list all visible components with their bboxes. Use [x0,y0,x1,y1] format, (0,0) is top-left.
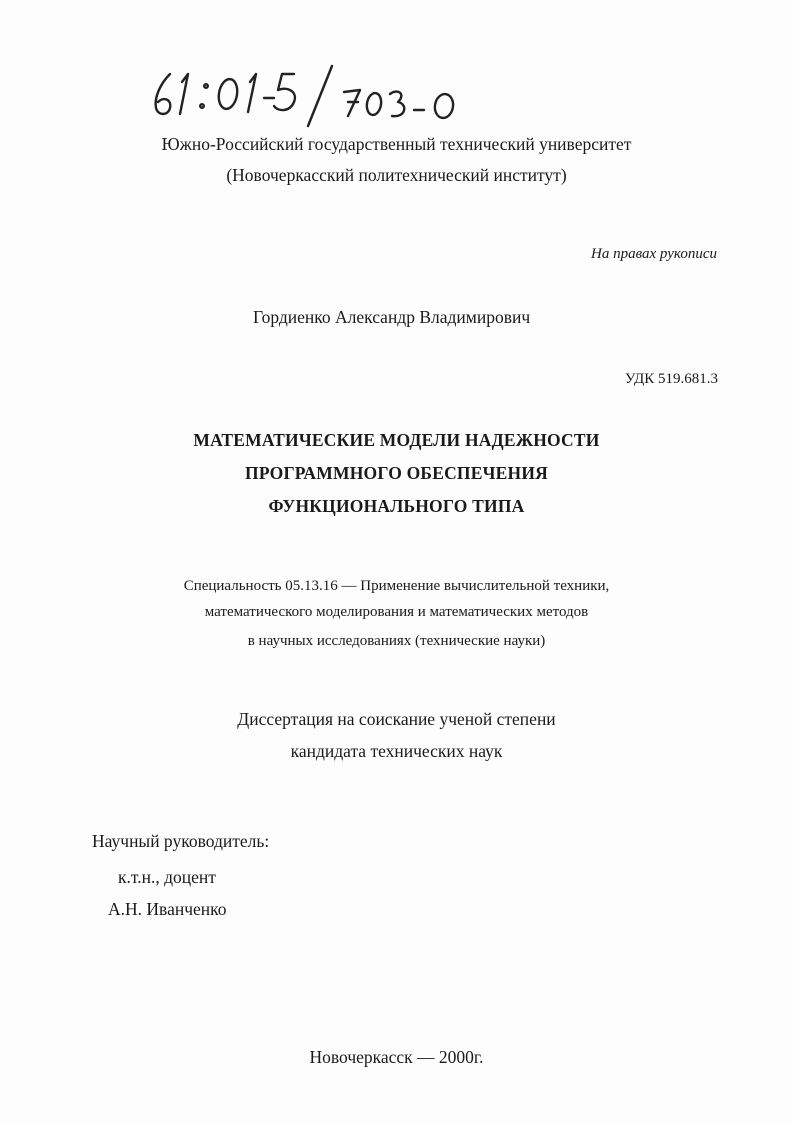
specialty-line-1: Специальность 05.13.16 — Применение вычислительной техники, [183,578,610,594]
university-former-name: (Новочеркасский политехнический институт) [226,165,567,185]
city-year: Новочеркасск — 2000г. [309,1047,484,1067]
handwritten-archive-code [148,60,528,140]
university-name: Южно-Российский государственный технический университет [161,134,632,154]
specialty-line-2: математического моделирования и математических методов [204,604,589,620]
supervisor-degree: к.т.н., доцент [118,867,216,887]
dissertation-line-2: кандидата технических наук [290,741,503,761]
udk-code: УДК 519.681.3 [624,371,718,387]
title-line-1: МАТЕМАТИЧЕСКИЕ МОДЕЛИ НАДЕЖНОСТИ [193,430,600,450]
handwritten-archive-code-drawing [148,60,528,140]
author-name: Гордиенко Александр Владимирович [253,307,531,327]
rights-note: На правах рукописи [591,246,717,262]
supervisor-name: А.Н. Иванченко [108,899,227,919]
title-line-2: ПРОГРАММНОГО ОБЕСПЕЧЕНИЯ [245,463,548,483]
supervisor-label: Научный руководитель: [92,831,270,851]
dissertation-line-1: Диссертация на соискание ученой степени [237,709,556,729]
specialty-line-3: в научных исследованиях (технические науки) [247,633,546,649]
title-line-3: ФУНКЦИОНАЛЬНОГО ТИПА [268,496,525,516]
